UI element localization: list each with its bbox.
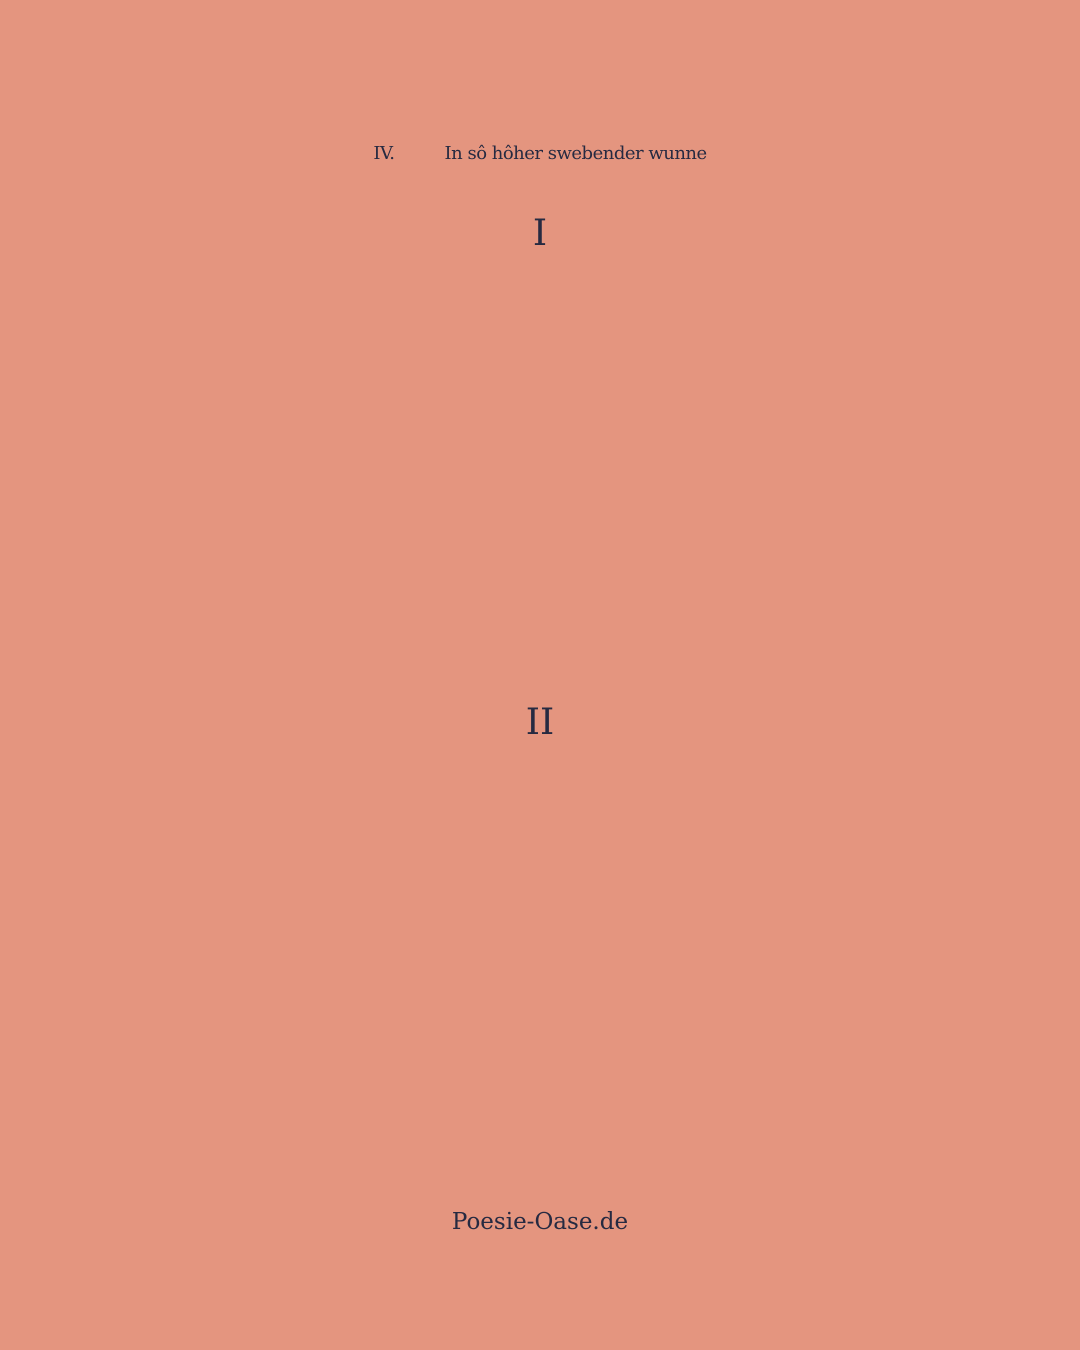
poem-title [0, 118, 1080, 190]
stanza-1-line [0, 307, 1080, 356]
stanza-2-line [0, 797, 1080, 846]
stanza-1-line [0, 356, 1080, 405]
stanza-2-line [0, 895, 1080, 944]
poem-author [0, 1122, 1080, 1172]
brand-watermark: Poesie-Oase.de [451, 1209, 629, 1235]
stanza-2 [0, 797, 1080, 993]
stanza-number-1: I [532, 213, 548, 254]
stanza-1-line [0, 601, 1080, 650]
poem-title-number: IV. [373, 143, 395, 164]
stanza-2-line [0, 846, 1080, 895]
stanza-1-line [0, 552, 1080, 601]
stanza-1-line [0, 454, 1080, 503]
stanza-1 [0, 307, 1080, 650]
read-full-poem-text [0, 1043, 1080, 1091]
stanza-1-line [0, 405, 1080, 454]
stanza-1-line [0, 503, 1080, 552]
poem-title-text: In sô hôher swebender wunne [444, 143, 707, 164]
stanza-number-2: II [525, 702, 555, 743]
stanza-2-line [0, 944, 1080, 993]
